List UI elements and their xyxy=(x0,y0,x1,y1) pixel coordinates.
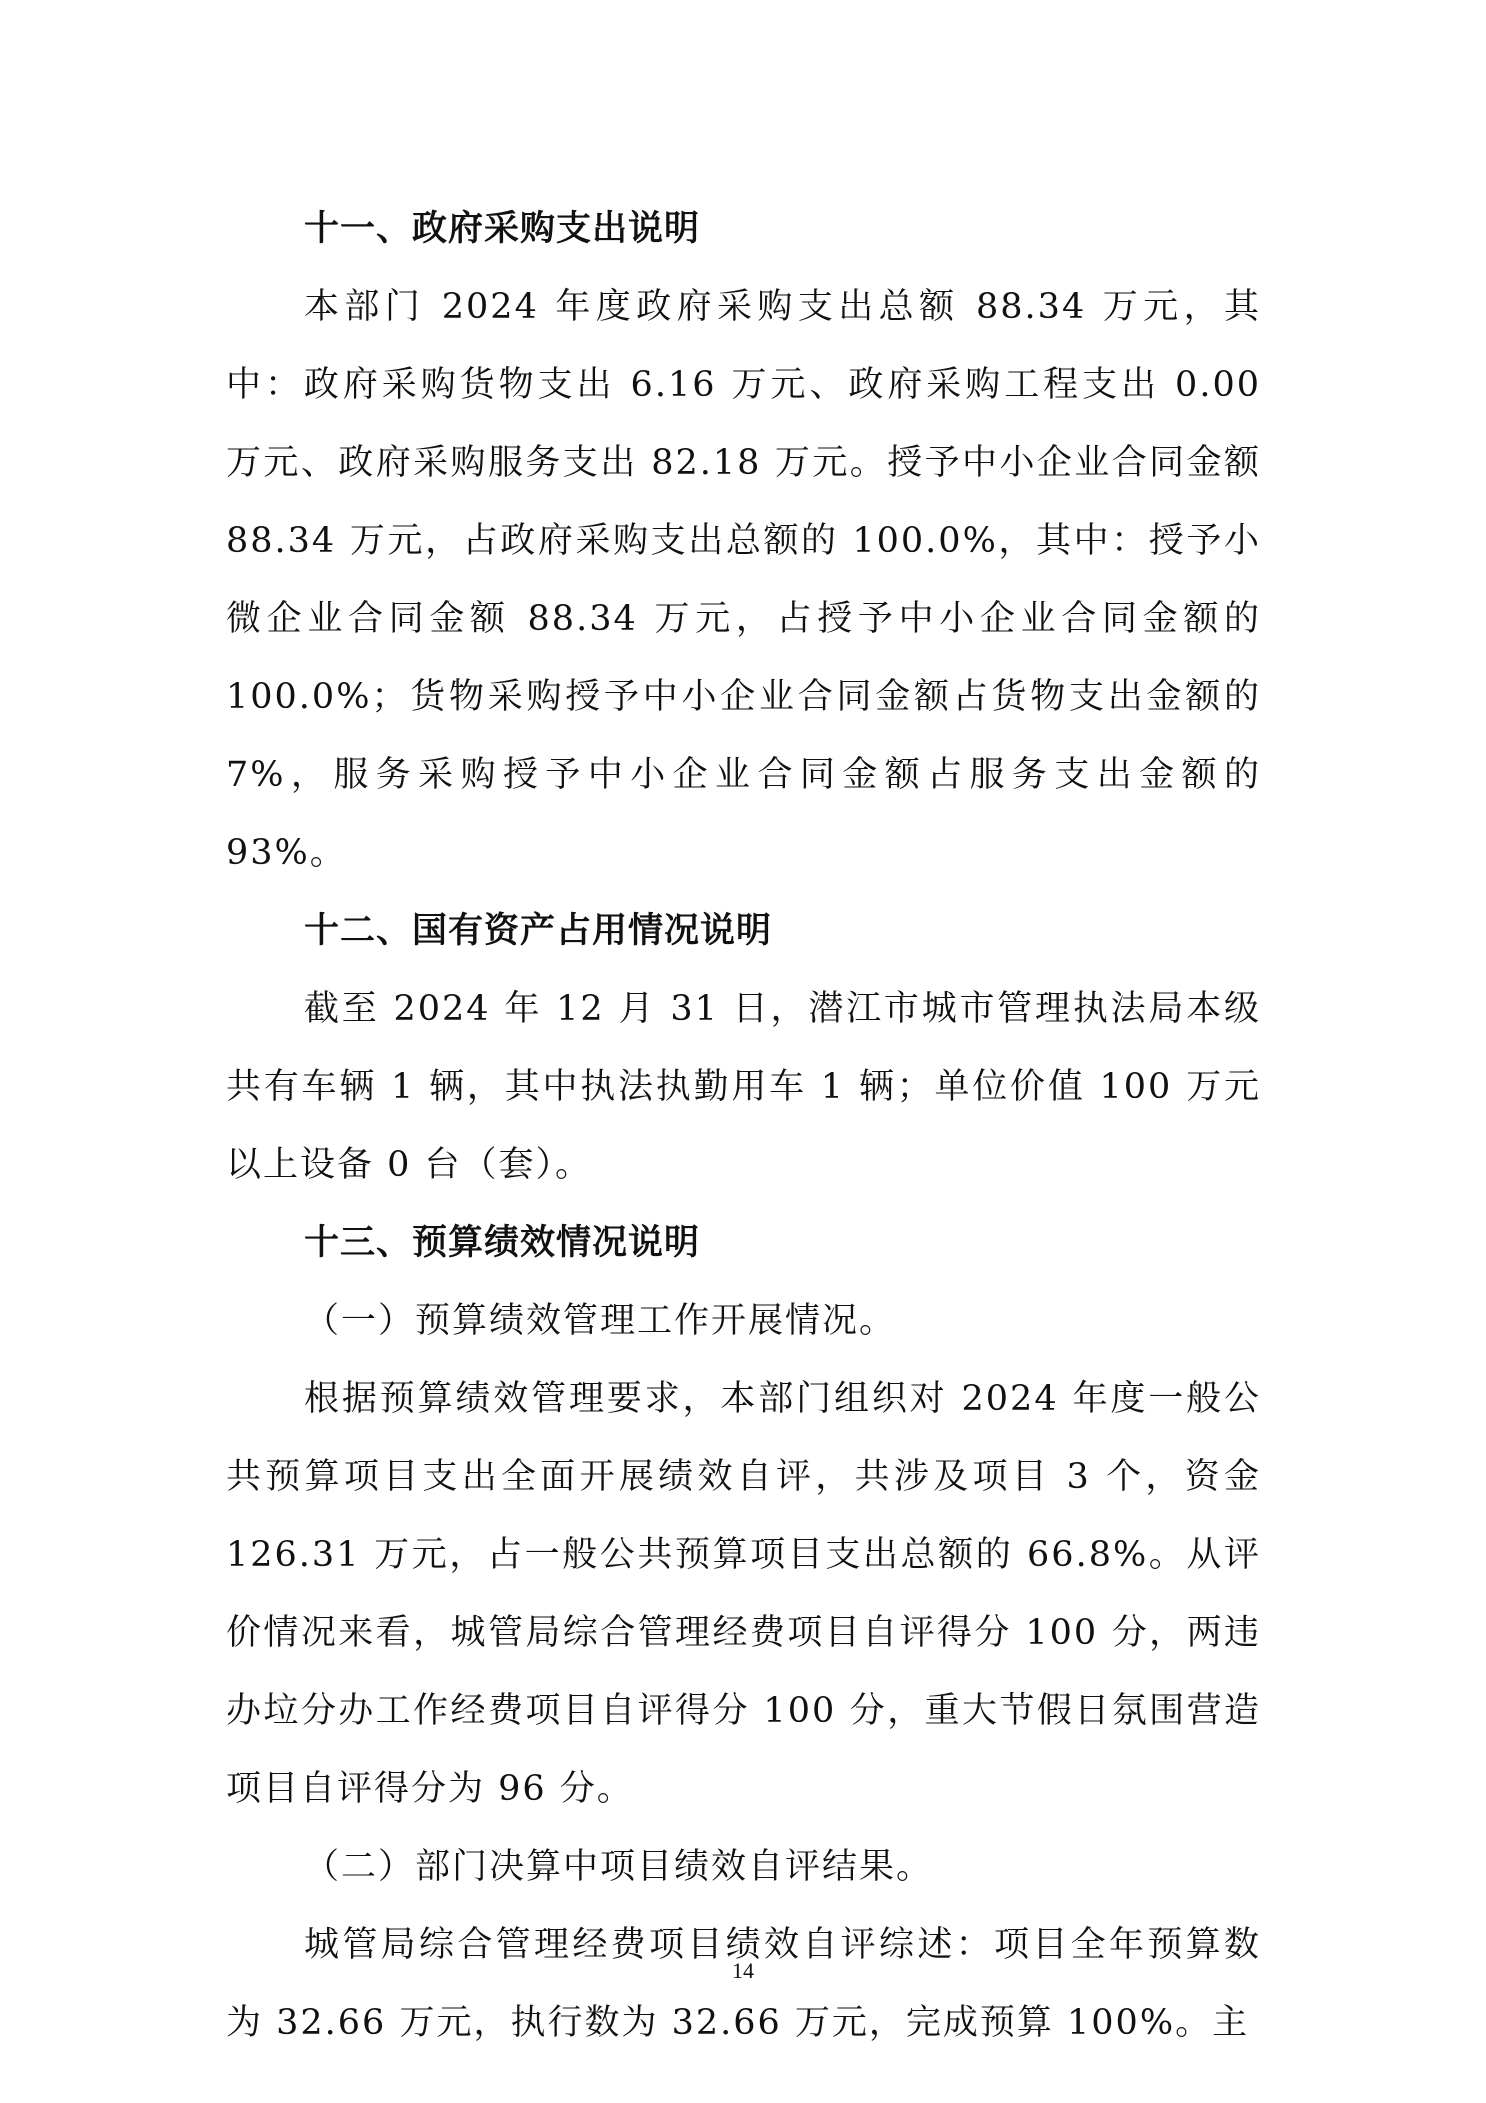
section-13-subheading-1: （一）预算绩效管理工作开展情况。 xyxy=(304,1301,897,1341)
section-13-heading: 十三、预算绩效情况说明 xyxy=(304,1223,701,1263)
section-11-paragraph: 本部门 2024 年度政府采购支出总额 88.34 万元，其中：政府采购货物支出 6.16 万元、政府采购工程支出 0.00 万元、政府采购服务支出 82.18 万元。授予中小企业合同金额 88.34 万元，占政府采购支出总额的 100.0%，其中：授予小微企业合同金额 88.34 万元，占授予中小企业合同金额的 100.0%；货物采购授予中小企业合同金额占货物支出金额的 7%，服务采购授予中小企业合同金额占服务支出金额的 93%。 xyxy=(226,287,1261,873)
section-12-paragraph: 截至 2024 年 12 月 31 日，潜江市城市管理执法局本级共有车辆 1 辆，其中执法执勤用车 1 辆；单位价值 100 万元以上设备 0 台（套）。 xyxy=(226,989,1261,1185)
section-13-paragraph-1: 根据预算绩效管理要求，本部门组织对 2024 年度一般公共预算项目支出全面开展绩效自评，共涉及项目 3 个，资金 126.31 万元，占一般公共预算项目支出总额的 66.8%。从评价情况来看，城管局综合管理经费项目自评得分 100 分，两违办垃分办工作经费项目自评得分 100 分，重大节假日氛围营造项目自评得分为 96 分。 xyxy=(226,1379,1261,1809)
section-11-heading: 十一、政府采购支出说明 xyxy=(304,209,701,249)
section-13-subheading-2: （二）部门决算中项目绩效自评结果。 xyxy=(304,1847,934,1887)
page-number: 14 xyxy=(732,1958,754,1983)
section-12-heading: 十二、国有资产占用情况说明 xyxy=(304,911,773,951)
document-body xyxy=(226,190,1261,2062)
section-13-paragraph-2: 城管局综合管理经费项目绩效自评综述：项目全年预算数为 32.66 万元，执行数为 32.66 万元，完成预算 100%。主 xyxy=(226,1925,1261,2043)
